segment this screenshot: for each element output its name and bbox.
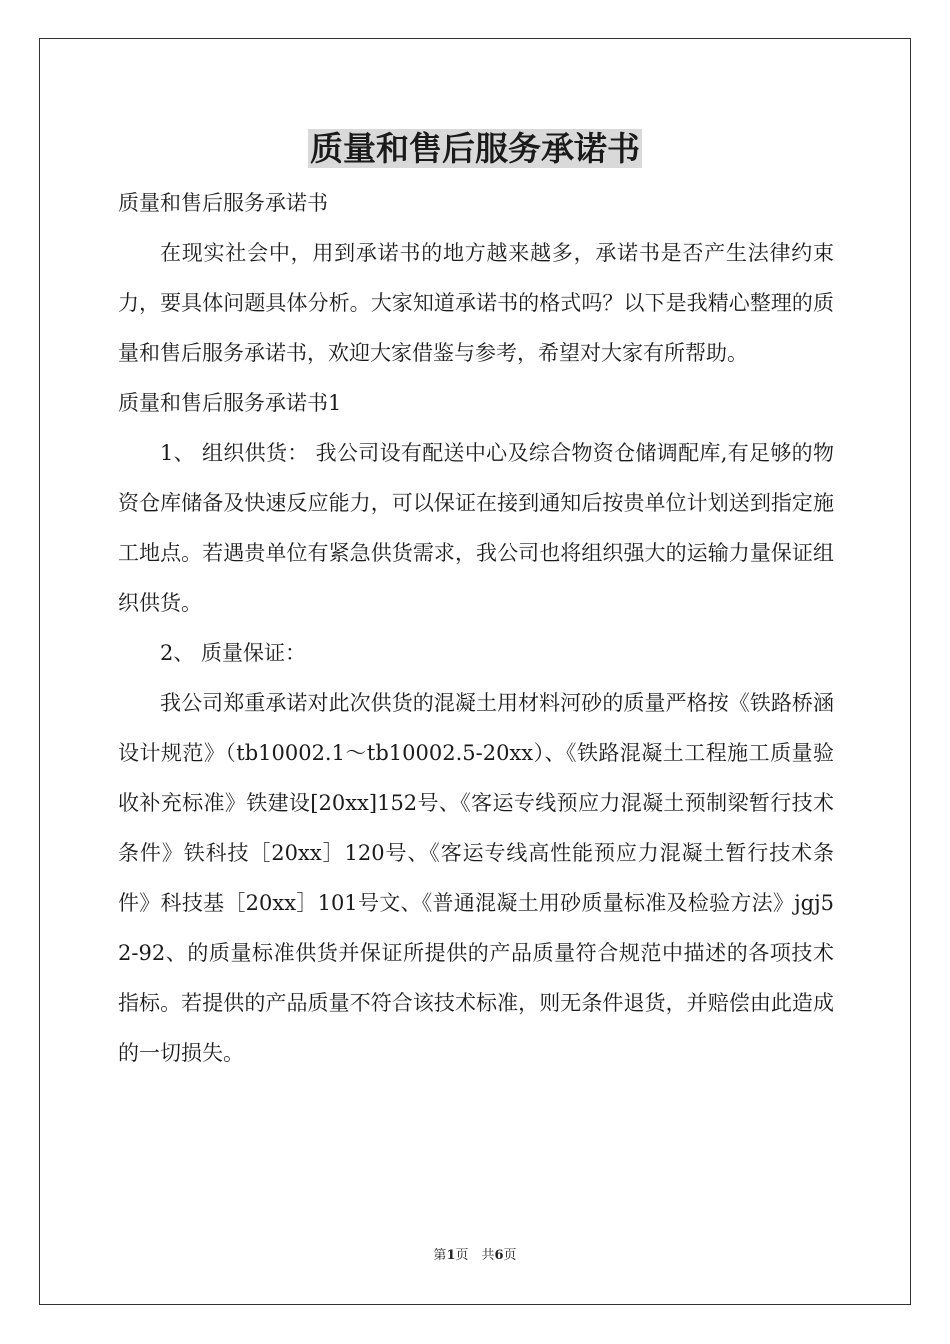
page-prefix: 第 — [433, 1248, 447, 1263]
intro-paragraph: 在现实社会中，用到承诺书的地方越来越多，承诺书是否产生法律约束力，要具体问题具体分析。大家知道承诺书的格式吗？以下是我精心整理的质量和售后服务承诺书，欢迎大家借鉴与参考，希望对大家有所帮助。 — [118, 241, 834, 365]
document-title-text: 质量和售后服务承诺书 — [310, 129, 640, 168]
section-heading: 质量和售后服务承诺书1 — [118, 391, 342, 415]
page-footer — [0, 1246, 950, 1266]
document-title — [0, 126, 950, 172]
quality-paragraph: 我公司郑重承诺对此次供货的混凝土用材料河砂的质量严格按《铁路桥涵设计规范》（tb10002.1～tb10002.5-20xx）、《铁路混凝土工程施工质量验收补充标准》铁建设[20xx]152号、《客运专线预应力混凝土预制梁暂行技术条件》铁科技［20xx］120号、《客运专线高性能预应力混凝土暂行技术条件》科技基［20xx］101号文、《普通混凝土用砂质量标准及检验方法》jgj52-92、的质量标准供货并保证所提供的产品质量符合规范中描述的各项技术指标。若提供的产品质量不符合该技术标准，则无条件退货，并赔偿由此造成的一切损失。 — [118, 691, 834, 1065]
page-current: 1 — [446, 1248, 456, 1263]
page-suffix: 页 — [503, 1248, 517, 1263]
page-total: 6 — [494, 1248, 504, 1263]
supply-paragraph: 1、 组织供货： 我公司设有配送中心及综合物资仓储调配库,有足够的物资仓库储备及快速反应能力，可以保证在接到通知后按贵单位计划送到指定施工地点。若遇贵单位有紧急供货需求，我公司也将组织强大的运输力量保证组织供货。 — [118, 441, 834, 615]
page-mid: 页 共 — [455, 1248, 495, 1263]
subtitle-paragraph: 质量和售后服务承诺书 — [118, 191, 328, 215]
document-body — [118, 178, 834, 1078]
quality-heading: 2、 质量保证： — [160, 641, 307, 665]
